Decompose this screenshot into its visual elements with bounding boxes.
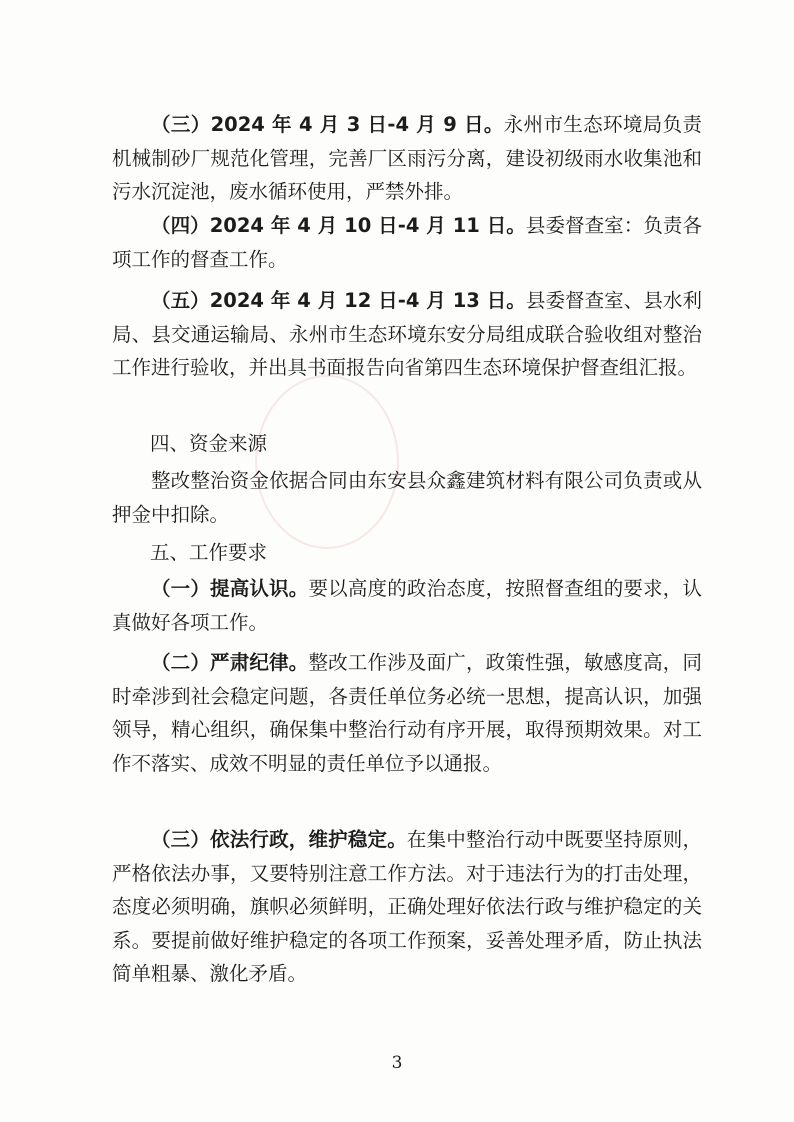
funding-paragraph: 整改整治资金依据合同由东安县众鑫建筑材料有限公司负责或从押金中扣除。	[112, 469, 702, 526]
schedule-item-3-text: 永州市生态环境局负责机械制砂厂规范化管理，完善厂区雨污分离，建设初级雨水收集池和污水沉淀池，废水循环使用，严禁外排。	[112, 113, 702, 203]
requirement-item-2-text: 整改工作涉及面广，政策性强，敏感度高，同时牵涉到社会稳定问题，各责任单位务必统一思想，提高认识，加强领导，精心组织，确保集中整治行动有序开展，取得预期效果。对工作不落实、成效不明显的责任单位予以通报。	[112, 651, 702, 775]
requirement-item-1	[112, 572, 702, 639]
schedule-item-4	[112, 209, 702, 276]
requirement-item-3	[112, 823, 702, 991]
requirement-item-1-text: 要以高度的政治态度，按照督查组的要求，认真做好各项工作。	[112, 577, 702, 634]
schedule-item-4-lead: （四）2024 年 4 月 10 日-4 月 11 日。	[151, 214, 526, 237]
requirement-item-3-text: 在集中整治行动中既要坚持原则，严格依法办事，又要特别注意工作方法。对于违法行为的打击处理，态度必须明确，旗帜必须鲜明，正确处理好依法行政与维护稳定的关系。要提前做好维护稳定的各项工作预案，妥善处理矛盾，防止执法简单粗暴、激化矛盾。	[112, 828, 702, 985]
requirement-item-2-lead: （二）严肃纪律。	[151, 651, 309, 674]
requirement-item-1-lead: （一）提高认识。	[151, 577, 309, 600]
section-heading-requirements: 五、工作要求	[150, 541, 268, 564]
requirement-item-2	[112, 646, 702, 780]
schedule-item-5-lead: （五）2024 年 4 月 12 日-4 月 13 日。	[151, 289, 526, 312]
schedule-item-5	[112, 284, 702, 385]
section-heading-funding: 四、资金来源	[150, 432, 268, 455]
schedule-item-3-lead: （三）2024 年 4 月 3 日-4 月 9 日。	[151, 113, 504, 136]
requirement-item-3-lead: （三）依法行政，维护稳定。	[151, 828, 407, 851]
schedule-item-5-text: 县委督查室、县水利局、县交通运输局、永州市生态环境东安分局组成联合验收组对整治工作进行验收，并出具书面报告向省第四生态环境保护督查组汇报。	[112, 289, 702, 379]
page-number: 3	[391, 1053, 403, 1073]
schedule-item-3	[112, 108, 702, 209]
schedule-item-4-text: 县委督查室：负责各项工作的督查工作。	[112, 214, 702, 271]
